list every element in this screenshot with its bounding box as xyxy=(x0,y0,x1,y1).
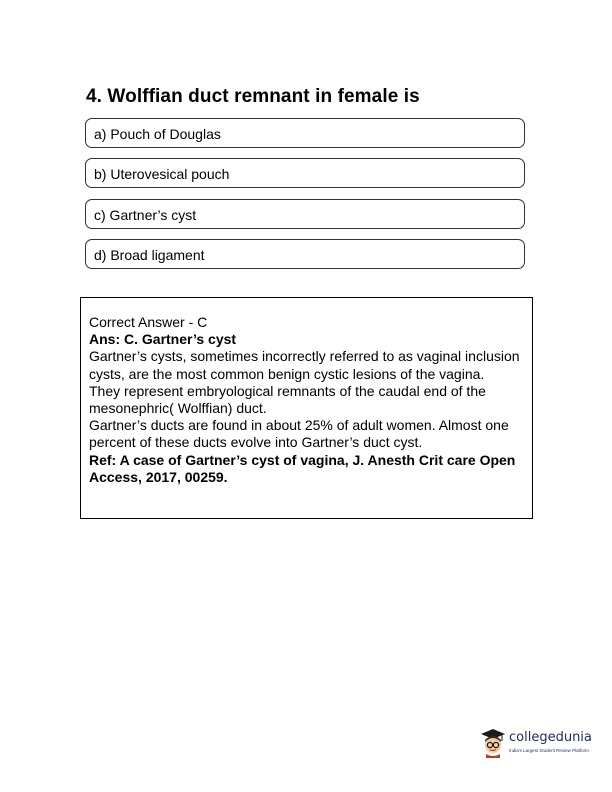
option-c[interactable]: c) Gartner’s cyst xyxy=(85,199,525,229)
answer-explanation-box xyxy=(80,297,533,519)
explanation-paragraph-2: They represent embryological remnants of the caudal end of the mesonephric( Wolffian) duct. xyxy=(89,382,486,417)
logo-wordmark: collegedunia xyxy=(509,730,592,745)
collegedunia-logo xyxy=(480,727,590,761)
option-d[interactable]: d) Broad ligament xyxy=(85,239,525,269)
reference-line: Ref: A case of Gartner’s cyst of vagina, J. Anesth Crit care Open Access, 2017, 00259. xyxy=(89,451,516,485)
option-a[interactable]: a) Pouch of Douglas xyxy=(85,118,525,148)
correct-answer-line: Correct Answer - C xyxy=(89,314,208,330)
answer-heading: Ans: C. Gartner’s cyst xyxy=(89,331,237,348)
graduate-mascot-icon xyxy=(480,728,506,758)
explanation-paragraph-1: Gartner’s cysts, sometimes incorrectly referred to as vaginal inclusion cysts, are the most common benign cystic lesions of the vagina. xyxy=(89,348,520,382)
question-title: 4. Wolffian duct remnant in female is xyxy=(86,86,420,107)
explanation-paragraph-3: Gartner’s ducts are found in about 25% of adult women. Almost one percent of these ducts evolve into Gartner’s duct cyst. xyxy=(89,417,509,451)
option-b[interactable]: b) Uterovesical pouch xyxy=(85,158,525,188)
logo-tagline: India's Largest Student Review Platform xyxy=(509,748,589,753)
